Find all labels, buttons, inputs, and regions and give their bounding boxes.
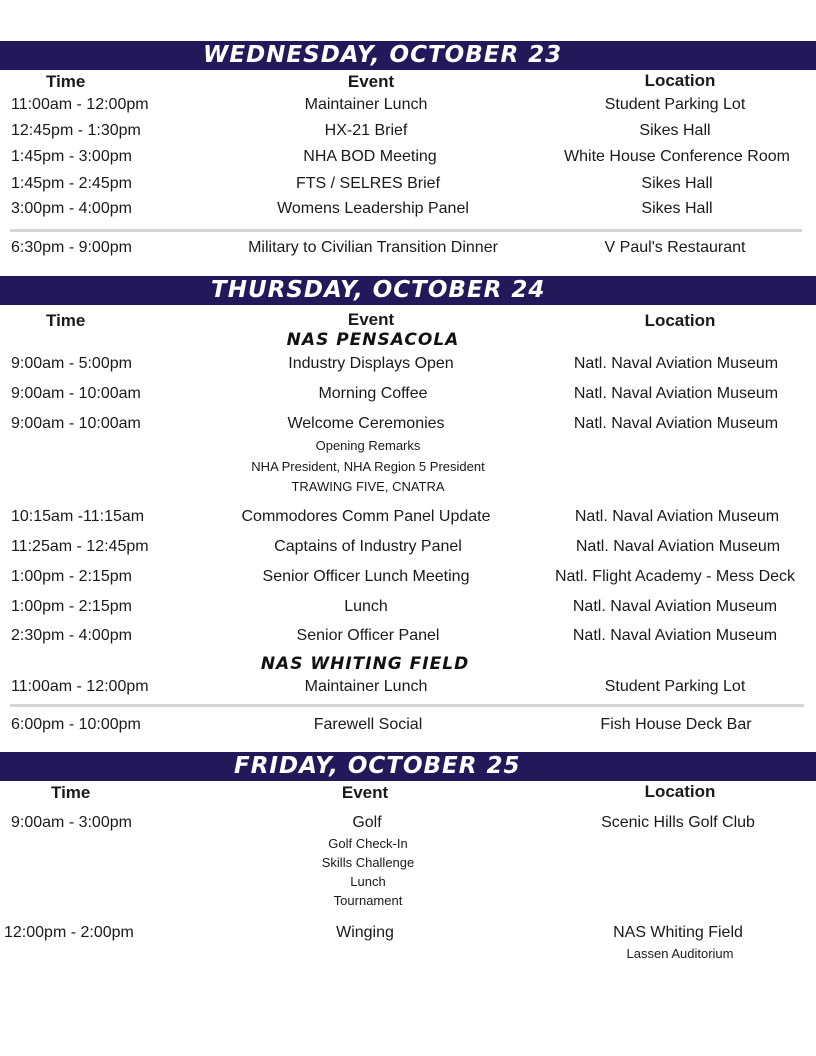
day-banner-friday [0, 752, 816, 781]
row-location: Fish House Deck Bar [600, 716, 752, 733]
row-event: FTS / SELRES Brief [295, 175, 441, 192]
row-event: Senior Officer Lunch Meeting [262, 568, 470, 585]
row-event-detail: Lunch [350, 874, 386, 889]
row-time: 11:00am - 12:00pm [11, 96, 149, 113]
day-title: WEDNESDAY, OCTOBER 23 [203, 42, 563, 68]
event-header: Event [347, 310, 395, 329]
time-header: Time [51, 783, 91, 802]
row-location: Natl. Naval Aviation Museum [573, 355, 779, 372]
divider [10, 229, 802, 232]
row-location: Sikes Hall [641, 200, 713, 217]
row-event: Military to Civilian Transition Dinner [248, 239, 498, 256]
row-time: 6:00pm - 10:00pm [11, 716, 141, 733]
row-event-detail: Opening Remarks [315, 438, 421, 453]
row-time: 6:30pm - 9:00pm [11, 239, 132, 256]
row-event: Womens Leadership Panel [277, 200, 469, 217]
time-header: Time [46, 311, 86, 330]
row-event: HX-21 Brief [324, 122, 408, 139]
row-event: Winging [336, 924, 394, 941]
row-location: Natl. Naval Aviation Museum [573, 385, 779, 402]
row-event: Morning Coffee [318, 385, 428, 402]
event-header: Event [341, 783, 389, 802]
day-banner-thursday [0, 276, 816, 305]
row-location: Student Parking Lot [604, 96, 746, 113]
row-location: Natl. Naval Aviation Museum [572, 627, 778, 644]
row-event: Welcome Ceremonies [287, 415, 445, 432]
section-title-nas-whiting-field: NAS WHITING FIELD [260, 654, 470, 674]
section-title-nas-pensacola: NAS PENSACOLA [286, 330, 460, 350]
location-header: Location [644, 311, 716, 330]
day-title: FRIDAY, OCTOBER 25 [234, 753, 521, 779]
divider [10, 704, 804, 707]
row-event: Captains of Industry Panel [274, 538, 462, 555]
row-location: Scenic Hills Golf Club [601, 814, 755, 831]
row-time: 2:30pm - 4:00pm [11, 627, 132, 644]
row-location: Sikes Hall [641, 175, 713, 192]
row-location: Student Parking Lot [604, 678, 746, 695]
row-event: Maintainer Lunch [304, 678, 428, 695]
row-time: 9:00am - 10:00am [11, 385, 141, 402]
row-time: 12:00pm - 2:00pm [4, 924, 134, 941]
row-time: 11:00am - 12:00pm [11, 678, 149, 695]
row-event: Senior Officer Panel [296, 627, 440, 644]
row-event: Lunch [344, 598, 388, 615]
day-banner-wednesday [0, 41, 816, 70]
event-header: Event [347, 72, 395, 91]
row-time: 9:00am - 10:00am [11, 415, 141, 432]
time-header: Time [46, 72, 86, 91]
row-location: Sikes Hall [639, 122, 711, 139]
row-time: 9:00am - 5:00pm [11, 355, 132, 372]
row-time: 1:00pm - 2:15pm [11, 568, 132, 585]
row-location: NAS Whiting Field [613, 924, 743, 941]
location-header: Location [644, 71, 716, 90]
row-location: Natl. Flight Academy - Mess Deck [554, 568, 796, 585]
row-event: Farewell Social [313, 716, 423, 733]
row-event: Commodores Comm Panel Update [241, 508, 491, 525]
row-event-detail: Tournament [333, 893, 403, 908]
row-time: 1:45pm - 2:45pm [11, 175, 132, 192]
location-header: Location [644, 782, 716, 801]
row-time: 11:25am - 12:45pm [11, 538, 149, 555]
row-location: V Paul's Restaurant [604, 239, 746, 256]
row-event: Industry Displays Open [288, 355, 454, 372]
day-title: THURSDAY, OCTOBER 24 [211, 277, 546, 303]
row-time: 3:00pm - 4:00pm [11, 200, 132, 217]
row-location: White House Conference Room [564, 148, 790, 165]
row-event: NHA BOD Meeting [303, 148, 437, 165]
row-event-detail: Skills Challenge [321, 855, 415, 870]
row-event: Maintainer Lunch [304, 96, 428, 113]
row-event-detail: NHA President, NHA Region 5 President [251, 459, 485, 474]
row-time: 1:00pm - 2:15pm [11, 598, 132, 615]
row-location: Natl. Naval Aviation Museum [574, 508, 780, 525]
row-time: 12:45pm - 1:30pm [11, 122, 141, 139]
row-location: Natl. Naval Aviation Museum [575, 538, 781, 555]
row-event-detail: Golf Check-In [328, 836, 408, 851]
row-location-detail: Lassen Auditorium [626, 946, 734, 961]
row-time: 1:45pm - 3:00pm [11, 148, 132, 165]
row-event: Golf [352, 814, 382, 831]
row-location: Natl. Naval Aviation Museum [573, 415, 779, 432]
row-event-detail: TRAWING FIVE, CNATRA [291, 479, 445, 494]
row-time: 9:00am - 3:00pm [11, 814, 132, 831]
row-time: 10:15am -11:15am [11, 508, 145, 525]
row-location: Natl. Naval Aviation Museum [572, 598, 778, 615]
